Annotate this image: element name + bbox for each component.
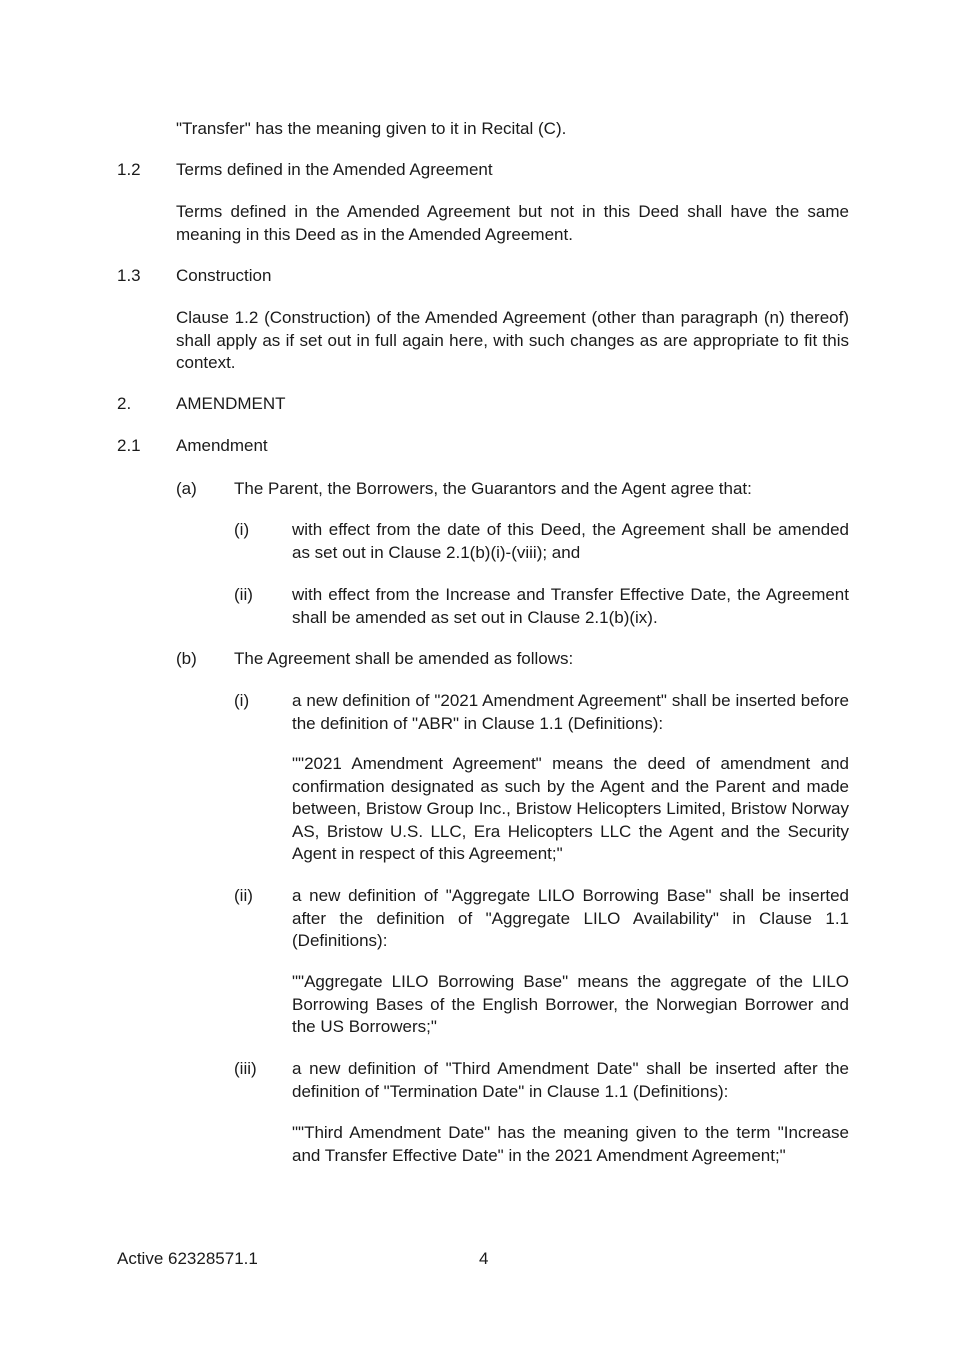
section-number-2: 2. <box>117 394 132 413</box>
para-a-text: The Parent, the Borrowers, the Guarantors and the Agent agree that: <box>234 479 752 498</box>
para-b-item-text: a new definition of "Third Amendment Date" shall be inserted after the definition of "Termination Date" in Clause 1.1 (Definitions): <box>292 1059 849 1101</box>
definition-transfer: "Transfer" has the meaning given to it in Recital (C). <box>176 119 567 138</box>
para-b-label: (b) <box>176 649 197 668</box>
para-b-item-text: a new definition of "Aggregate LILO Borrowing Base" shall be inserted after the definition of "Aggregate LILO Availability" in Clause 1.1 (Definitions): <box>292 886 849 950</box>
para-a-item-label: (ii) <box>234 585 253 604</box>
para-b-item-quote: ""2021 Amendment Agreement" means the deed of amendment and confirmation designated as such by the Agent and the Parent and made between, Bristow Group Inc., Bristow Helicopters Limited, Bristow Norway AS, Bristow U.S. LLC, Era Helicopters LLC the Agent and the Security Agent in respect of this Agreement;" <box>292 754 849 863</box>
para-a-item-text: with effect from the date of this Deed, the Agreement shall be amended as set out in Clause 2.1(b)(i)-(viii); and <box>292 520 849 562</box>
section-heading-2: AMENDMENT <box>176 394 286 413</box>
para-a-item-text: with effect from the Increase and Transfer Effective Date, the Agreement shall be amended as set out in Clause 2.1(b)(ix). <box>292 585 849 627</box>
para-b-item-label: (ii) <box>234 886 253 905</box>
para-a-item-label: (i) <box>234 520 250 539</box>
para-b-item-text: a new definition of "2021 Amendment Agreement" shall be inserted before the definition of "ABR" in Clause 1.1 (Definitions): <box>292 691 849 733</box>
section-number-2-1: 2.1 <box>117 436 141 455</box>
para-b-item-quote: ""Third Amendment Date" has the meaning given to the term "Increase and Transfer Effective Date" in the 2021 Amendment Agreement;" <box>292 1123 849 1165</box>
section-body-1-2: Terms defined in the Amended Agreement but not in this Deed shall have the same meaning in this Deed as in the Amended Agreement. <box>176 202 849 244</box>
para-b-item-quote: ""Aggregate LILO Borrowing Base" means the aggregate of the LILO Borrowing Bases of the English Borrower, the Norwegian Borrower and the US Borrowers;" <box>292 972 849 1036</box>
footer-doc-reference: Active 62328571.1 <box>117 1249 258 1268</box>
para-b-item-label: (iii) <box>234 1059 257 1078</box>
section-heading-2-1: Amendment <box>176 436 268 455</box>
para-b-text: The Agreement shall be amended as follows: <box>234 649 574 668</box>
section-number-1-2: 1.2 <box>117 160 141 179</box>
section-heading-1-3: Construction <box>176 266 272 285</box>
para-b-item-label: (i) <box>234 691 250 710</box>
section-body-1-3: Clause 1.2 (Construction) of the Amended Agreement (other than paragraph (n) thereof) shall apply as if set out in full again here, with such changes as are appropriate to fit this context. <box>176 308 849 372</box>
para-a-label: (a) <box>176 479 197 498</box>
section-number-1-3: 1.3 <box>117 266 141 285</box>
section-heading-1-2: Terms defined in the Amended Agreement <box>176 160 493 179</box>
footer-page-number: 4 <box>479 1249 489 1268</box>
